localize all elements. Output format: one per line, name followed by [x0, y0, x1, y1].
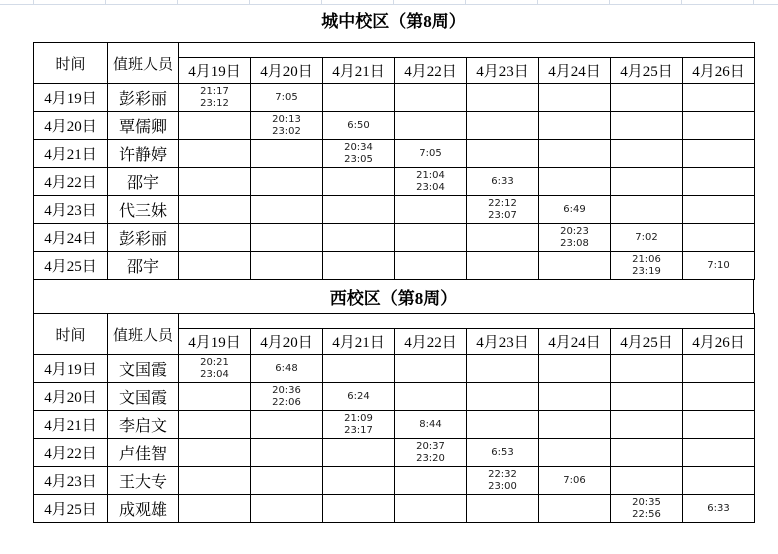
sign-time-cell	[251, 383, 323, 411]
empty-cell	[611, 411, 683, 439]
empty-cell	[179, 383, 251, 411]
empty-cell	[683, 84, 755, 112]
empty-cell	[179, 439, 251, 467]
empty-cell	[539, 140, 611, 168]
sign-time-cell	[179, 84, 251, 112]
empty-cell	[323, 168, 395, 196]
empty-cell	[323, 495, 395, 523]
empty-cell	[251, 411, 323, 439]
empty-cell	[179, 112, 251, 140]
header-date: 4月19日	[179, 329, 251, 355]
gridline	[177, 0, 178, 4]
empty-cell	[611, 467, 683, 495]
header-date: 4月21日	[323, 329, 395, 355]
empty-cell	[395, 495, 467, 523]
excel-gridline-strip	[0, 0, 778, 5]
sign-time: 6:33	[707, 502, 730, 514]
gridline	[33, 0, 34, 4]
row-date-cell: 4月19日	[34, 355, 108, 383]
empty-cell	[323, 224, 395, 252]
header-date: 4月22日	[395, 58, 467, 84]
row-date-cell: 4月22日	[34, 439, 108, 467]
empty-cell	[683, 411, 755, 439]
sign-time: 21:09	[344, 412, 373, 424]
sign-time-cell	[323, 112, 395, 140]
campus-title-city-center: 城中校区（第8周）	[321, 12, 466, 31]
sign-time-cell	[395, 411, 467, 439]
empty-cell	[251, 495, 323, 523]
sign-time-cell	[395, 439, 467, 467]
sign-time-cell	[395, 168, 467, 196]
empty-cell	[467, 112, 539, 140]
empty-cell	[611, 112, 683, 140]
sign-time-cell	[611, 224, 683, 252]
header-date: 4月19日	[179, 58, 251, 84]
empty-cell	[251, 196, 323, 224]
sign-time-cell	[251, 355, 323, 383]
empty-cell	[251, 140, 323, 168]
empty-cell	[395, 196, 467, 224]
empty-cell	[467, 140, 539, 168]
header-duty-staff: 值班人员	[108, 314, 179, 355]
sign-time: 7:10	[707, 259, 730, 271]
sign-time: 23:07	[488, 209, 517, 221]
sign-time: 21:06	[632, 253, 661, 265]
sign-time: 23:00	[488, 480, 517, 492]
sign-time-cell	[323, 140, 395, 168]
campus-title-row-west	[33, 280, 754, 313]
header-blank-strip	[179, 43, 755, 58]
gridline	[321, 0, 322, 4]
duty-row	[34, 355, 755, 383]
row-staff-cell: 卢佳智	[108, 439, 179, 467]
header-date: 4月26日	[683, 329, 755, 355]
empty-cell	[395, 112, 467, 140]
gridline	[393, 0, 394, 4]
sign-time: 22:12	[488, 197, 517, 209]
row-date-cell: 4月21日	[34, 411, 108, 439]
sign-time: 22:06	[272, 396, 301, 408]
sign-time-cell	[539, 196, 611, 224]
empty-cell	[539, 168, 611, 196]
sign-time: 23:19	[632, 265, 661, 277]
sign-time: 22:56	[632, 508, 661, 520]
empty-cell	[683, 439, 755, 467]
sign-time: 7:06	[563, 474, 586, 486]
gridline	[753, 0, 754, 4]
sign-time-cell	[323, 383, 395, 411]
sign-time-cell	[467, 439, 539, 467]
header-blank-strip	[179, 314, 755, 329]
sign-time: 23:02	[272, 125, 301, 137]
sign-time: 23:20	[416, 452, 445, 464]
row-date-cell: 4月19日	[34, 84, 108, 112]
empty-cell	[539, 84, 611, 112]
empty-cell	[251, 439, 323, 467]
duty-row	[34, 411, 755, 439]
sign-time: 7:02	[635, 231, 658, 243]
sign-time-cell	[395, 140, 467, 168]
header-date: 4月23日	[467, 58, 539, 84]
sign-time: 20:37	[416, 440, 445, 452]
empty-cell	[467, 252, 539, 280]
empty-cell	[179, 140, 251, 168]
empty-cell	[179, 495, 251, 523]
duty-row	[34, 495, 755, 523]
header-date: 4月20日	[251, 329, 323, 355]
duty-table-city-center	[33, 42, 755, 280]
row-staff-cell: 覃儒卿	[108, 112, 179, 140]
header-date: 4月24日	[539, 58, 611, 84]
sign-time-cell	[539, 224, 611, 252]
row-date-cell: 4月24日	[34, 224, 108, 252]
sign-time: 7:05	[275, 91, 298, 103]
empty-cell	[611, 383, 683, 411]
empty-cell	[251, 168, 323, 196]
empty-cell	[323, 196, 395, 224]
sign-time: 6:33	[491, 175, 514, 187]
sign-time: 23:04	[200, 368, 229, 380]
gridline	[465, 0, 466, 4]
empty-cell	[467, 495, 539, 523]
empty-cell	[395, 84, 467, 112]
sign-time: 23:04	[416, 181, 445, 193]
empty-cell	[683, 224, 755, 252]
sign-time-cell	[251, 84, 323, 112]
gridline	[609, 0, 610, 4]
empty-cell	[611, 355, 683, 383]
empty-cell	[179, 411, 251, 439]
sign-time: 6:49	[563, 203, 586, 215]
sign-time: 6:53	[491, 446, 514, 458]
row-staff-cell: 成观雄	[108, 495, 179, 523]
duty-table-west	[33, 313, 755, 523]
header-duty-staff: 值班人员	[108, 43, 179, 84]
duty-row	[34, 383, 755, 411]
empty-cell	[539, 112, 611, 140]
sign-time-cell	[611, 495, 683, 523]
empty-cell	[251, 467, 323, 495]
row-date-cell: 4月21日	[34, 140, 108, 168]
gridline	[105, 0, 106, 4]
sign-time: 20:34	[344, 141, 373, 153]
row-date-cell: 4月25日	[34, 252, 108, 280]
row-staff-cell: 王大专	[108, 467, 179, 495]
empty-cell	[683, 383, 755, 411]
row-date-cell: 4月20日	[34, 383, 108, 411]
header-time: 时间	[34, 314, 108, 355]
sign-time: 23:08	[560, 237, 589, 249]
sign-time-cell	[323, 411, 395, 439]
empty-cell	[323, 355, 395, 383]
header-date: 4月22日	[395, 329, 467, 355]
campus-title-west: 西校区（第8周）	[329, 289, 458, 308]
empty-cell	[539, 383, 611, 411]
sign-time-cell	[467, 196, 539, 224]
empty-cell	[539, 252, 611, 280]
empty-cell	[179, 196, 251, 224]
row-date-cell: 4月23日	[34, 196, 108, 224]
sign-time: 20:36	[272, 384, 301, 396]
empty-cell	[251, 252, 323, 280]
gridline	[681, 0, 682, 4]
empty-cell	[323, 84, 395, 112]
sign-time: 20:23	[560, 225, 589, 237]
sign-time-cell	[539, 467, 611, 495]
empty-cell	[395, 252, 467, 280]
header-date: 4月25日	[611, 329, 683, 355]
header-date: 4月24日	[539, 329, 611, 355]
duty-row	[34, 168, 755, 196]
duty-row	[34, 252, 755, 280]
header-date: 4月23日	[467, 329, 539, 355]
empty-cell	[683, 168, 755, 196]
empty-cell	[179, 467, 251, 495]
empty-cell	[611, 196, 683, 224]
empty-cell	[467, 84, 539, 112]
row-staff-cell: 彭彩丽	[108, 84, 179, 112]
header-date: 4月25日	[611, 58, 683, 84]
sign-time: 23:17	[344, 424, 373, 436]
empty-cell	[179, 252, 251, 280]
empty-cell	[683, 467, 755, 495]
empty-cell	[467, 383, 539, 411]
duty-row	[34, 439, 755, 467]
empty-cell	[467, 224, 539, 252]
empty-cell	[395, 224, 467, 252]
sign-time-cell	[251, 112, 323, 140]
empty-cell	[683, 112, 755, 140]
empty-cell	[323, 467, 395, 495]
duty-table-body	[34, 355, 755, 523]
duty-row	[34, 196, 755, 224]
duty-row	[34, 84, 755, 112]
row-date-cell: 4月23日	[34, 467, 108, 495]
sign-time: 20:35	[632, 496, 661, 508]
empty-cell	[251, 224, 323, 252]
empty-cell	[179, 168, 251, 196]
row-date-cell: 4月25日	[34, 495, 108, 523]
sign-time-cell	[683, 252, 755, 280]
row-staff-cell: 邵宇	[108, 252, 179, 280]
sign-time: 21:04	[416, 169, 445, 181]
empty-cell	[395, 355, 467, 383]
header-date: 4月26日	[683, 58, 755, 84]
row-staff-cell: 李启文	[108, 411, 179, 439]
empty-cell	[539, 411, 611, 439]
empty-cell	[683, 355, 755, 383]
sign-time-cell	[683, 495, 755, 523]
row-staff-cell: 彭彩丽	[108, 224, 179, 252]
duty-table-body	[34, 84, 755, 280]
empty-cell	[323, 252, 395, 280]
empty-cell	[395, 383, 467, 411]
duty-table-header	[34, 43, 755, 84]
row-staff-cell: 文国霞	[108, 355, 179, 383]
sign-time-cell	[467, 168, 539, 196]
sign-time-cell	[611, 252, 683, 280]
empty-cell	[611, 140, 683, 168]
sign-time: 8:44	[419, 418, 442, 430]
sign-time: 22:32	[488, 468, 517, 480]
row-staff-cell: 代三妹	[108, 196, 179, 224]
row-date-cell: 4月20日	[34, 112, 108, 140]
sign-time: 23:05	[344, 153, 373, 165]
header-date: 4月21日	[323, 58, 395, 84]
duty-row	[34, 112, 755, 140]
empty-cell	[611, 439, 683, 467]
empty-cell	[539, 355, 611, 383]
gridline	[249, 0, 250, 4]
empty-cell	[539, 439, 611, 467]
empty-cell	[611, 84, 683, 112]
sign-time: 20:13	[272, 113, 301, 125]
duty-row	[34, 224, 755, 252]
sign-time: 6:24	[347, 390, 370, 402]
gridline	[537, 0, 538, 4]
sign-time: 23:12	[200, 97, 229, 109]
sign-time: 6:50	[347, 119, 370, 131]
empty-cell	[611, 168, 683, 196]
duty-table-header	[34, 314, 755, 355]
sign-time: 20:21	[200, 356, 229, 368]
sign-time: 21:17	[200, 85, 229, 97]
empty-cell	[179, 224, 251, 252]
row-date-cell: 4月22日	[34, 168, 108, 196]
sign-time-cell	[467, 467, 539, 495]
duty-row	[34, 140, 755, 168]
row-staff-cell: 邵宇	[108, 168, 179, 196]
row-staff-cell: 文国霞	[108, 383, 179, 411]
row-staff-cell: 许静婷	[108, 140, 179, 168]
sign-time: 6:48	[275, 362, 298, 374]
empty-cell	[467, 411, 539, 439]
empty-cell	[539, 495, 611, 523]
sign-time-cell	[179, 355, 251, 383]
empty-cell	[467, 355, 539, 383]
header-time: 时间	[34, 43, 108, 84]
empty-cell	[395, 467, 467, 495]
duty-row	[34, 467, 755, 495]
empty-cell	[683, 196, 755, 224]
header-date: 4月20日	[251, 58, 323, 84]
sign-time: 7:05	[419, 147, 442, 159]
empty-cell	[323, 439, 395, 467]
empty-cell	[683, 140, 755, 168]
